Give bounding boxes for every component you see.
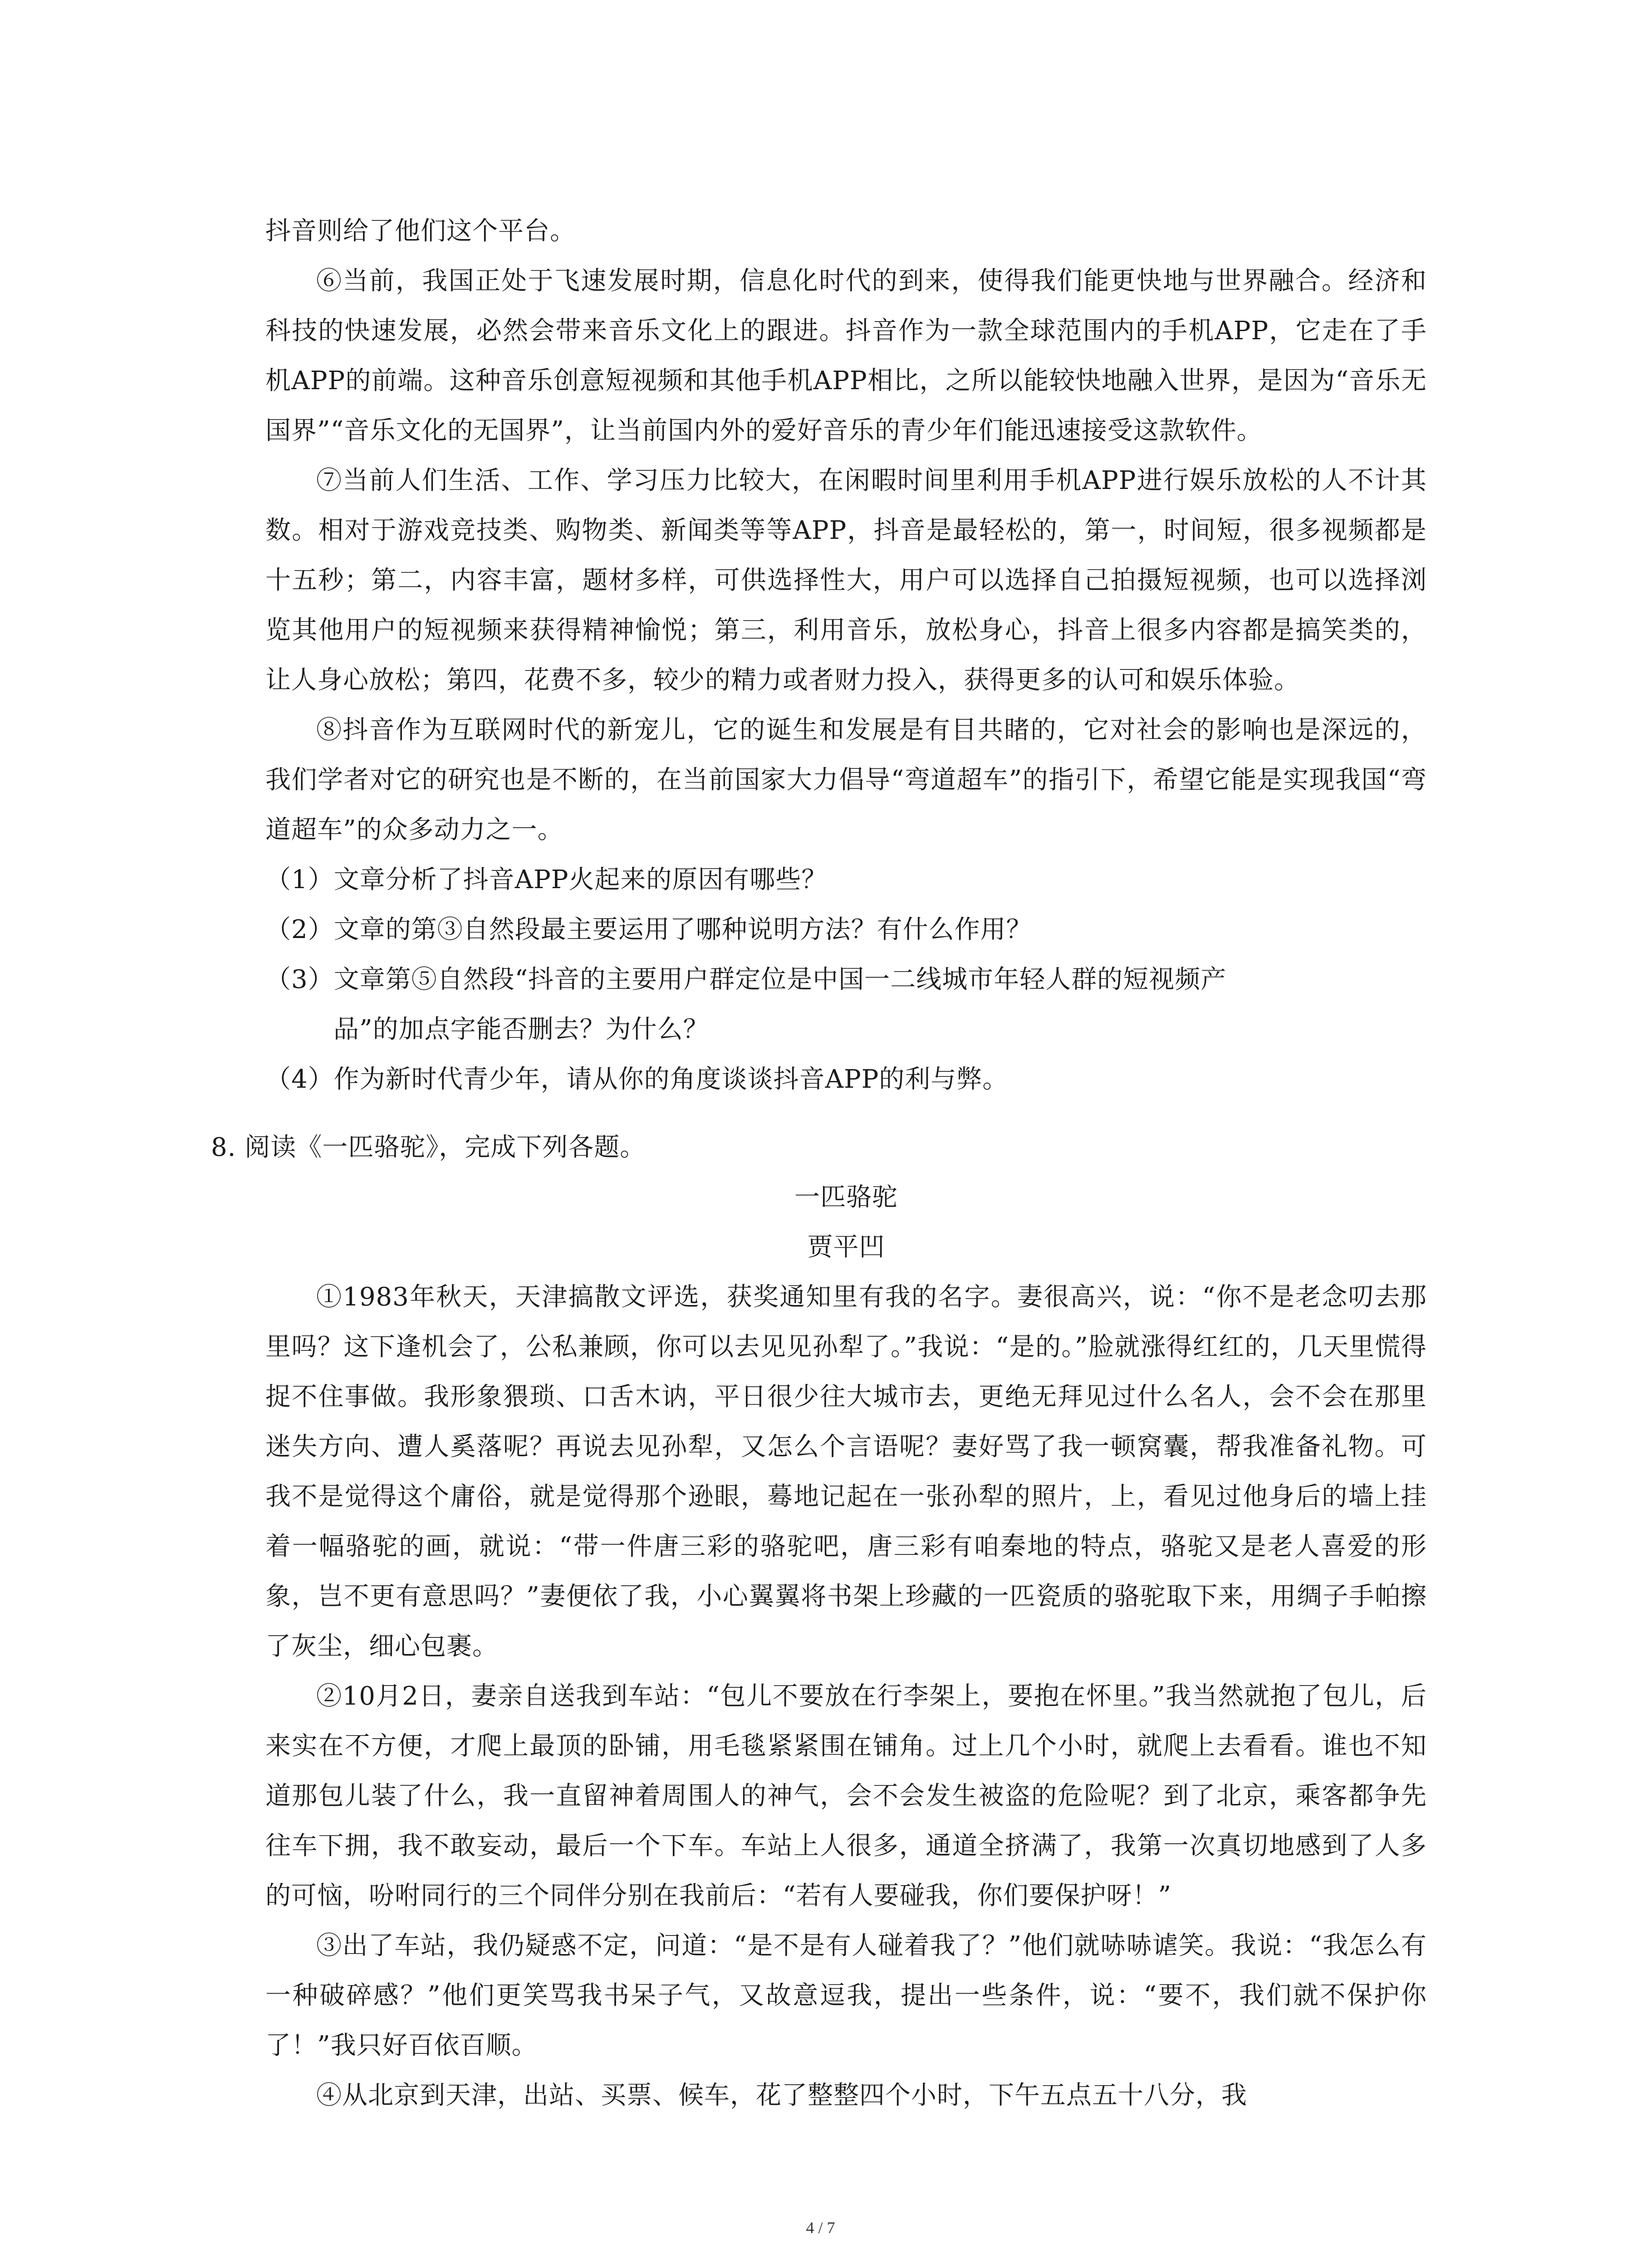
question-item: （1）文章分析了抖音APP火起来的原因有哪些？	[265, 865, 828, 894]
paragraph: ①1983年秋天，天津搞散文评选，获奖通知里有我的名字。妻很高兴，说：“你不是老念叨去那里吗？这下逢机会了，公私兼顾，你可以去见见孙犁了。”我说：“是的。”脸就涨得红红的，几天里慌得捉不住事做。我形象猥琐、口舌木讷，平日很少往大城市去，更绝无拜见过什么名人，会不会在那里迷失方向、遭人奚落呢？再说去见孙犁，又怎么个言语呢？妻好骂了我一顿窝囊，帮我准备礼物。可我不是觉得这个庸俗，就是觉得那个逊眼，蓦地记起在一张孙犁的照片，上，看见过他身后的墙上挂着一幅骆驼的画，就说：“带一件唐三彩的骆驼吧，唐三彩有咱秦地的特点，骆驼又是老人喜爱的形象，岂不更有意思吗？”妻便依了我，小心翼翼将书架上珍藏的一匹瓷质的骆驼取下来，用绸子手帕擦了灰尘，细心包裹。	[265, 1282, 1427, 1661]
document-body	[211, 206, 1427, 2121]
paragraph: ⑦当前人们生活、工作、学习压力比较大，在闲暇时间里利用手机APP进行娱乐放松的人不计其数。相对于游戏竞技类、购物类、新闻类等等APP，抖音是最轻松的，第一，时间短，很多视频都是十五秒；第二，内容丰富，题材多样，可供选择性大，用户可以选择自己拍摄短视频，也可以选择浏览其他用户的短视频来获得精神愉悦；第三，利用音乐，放松身心，抖音上很多内容都是搞笑类的，让人身心放松；第四，花费不多，较少的精力或者财力投入，获得更多的认可和娱乐体验。	[265, 466, 1427, 695]
question-item: （3）文章第⑤自然段“抖音的主要用户群定位是中国一二线城市年轻人群的短视频产	[265, 965, 1227, 994]
page-number: 4 / 7	[806, 2219, 835, 2237]
paragraph: ④从北京到天津，出站、买票、候车，花了整整四个小时，下午五点五十八分，我	[316, 2081, 1247, 2110]
paragraph: ⑧抖音作为互联网时代的新宠儿，它的诞生和发展是有目共睹的，它对社会的影响也是深远的，我们学者对它的研究也是不断的，在当前国家大力倡导“弯道超车”的指引下，希望它能是实现我国“弯道超车”的众多动力之一。	[265, 715, 1427, 845]
question-heading: 8. 阅读《一匹骆驼》，完成下列各题。	[211, 1133, 646, 1162]
question-item-continuation: 品”的加点字能否删去？为什么？	[333, 1015, 709, 1044]
question-item: （2）文章的第③自然段最主要运用了哪种说明方法？有什么作用？	[265, 915, 1032, 944]
question-item: （4）作为新时代青少年，请从你的角度谈谈抖音APP的利与弊。	[265, 1065, 1009, 1094]
paragraph: 抖音则给了他们这个平台。	[265, 216, 576, 246]
article-author: 贾平凹	[807, 1232, 885, 1262]
paragraph: ②10月2日，妻亲自送我到车站：“包儿不要放在行李架上，要抱在怀里。”我当然就抱了包儿，后来实在不方便，才爬上最顶的卧铺，用毛毯紧紧围在铺角。过上几个小时，就爬上去看看。谁也不知道那包儿装了什么，我一直留神着周围人的神气，会不会发生被盗的危险呢？到了北京，乘客都争先往车下拥，我不敢妄动，最后一个下车。车站上人很多，通道全挤满了，我第一次真切地感到了人多的可恼，吩咐同行的三个同伴分别在我前后：“若有人要碰我，你们要保护呀！”	[265, 1681, 1427, 1911]
paragraph: ⑥当前，我国正处于飞速发展时期，信息化时代的到来，使得我们能更快地与世界融合。经济和科技的快速发展，必然会带来音乐文化上的跟进。抖音作为一款全球范围内的手机APP，它走在了手机APP的前端。这种音乐创意短视频和其他手机APP相比，之所以能较快地融入世界，是因为“音乐无国界”“音乐文化的无国界”，让当前国内外的爱好音乐的青少年们能迅速接受这款软件。	[265, 266, 1427, 445]
paragraph: ③出了车站，我仍疑惑不定，问道：“是不是有人碰着我了？”他们就哧哧谑笑。我说：“我怎么有一种破碎感？”他们更笑骂我书呆子气，又故意逗我，提出一些条件，说：“要不，我们就不保护你了！”我只好百依百顺。	[265, 1931, 1427, 2060]
article-title: 一匹骆驼	[794, 1183, 898, 1212]
